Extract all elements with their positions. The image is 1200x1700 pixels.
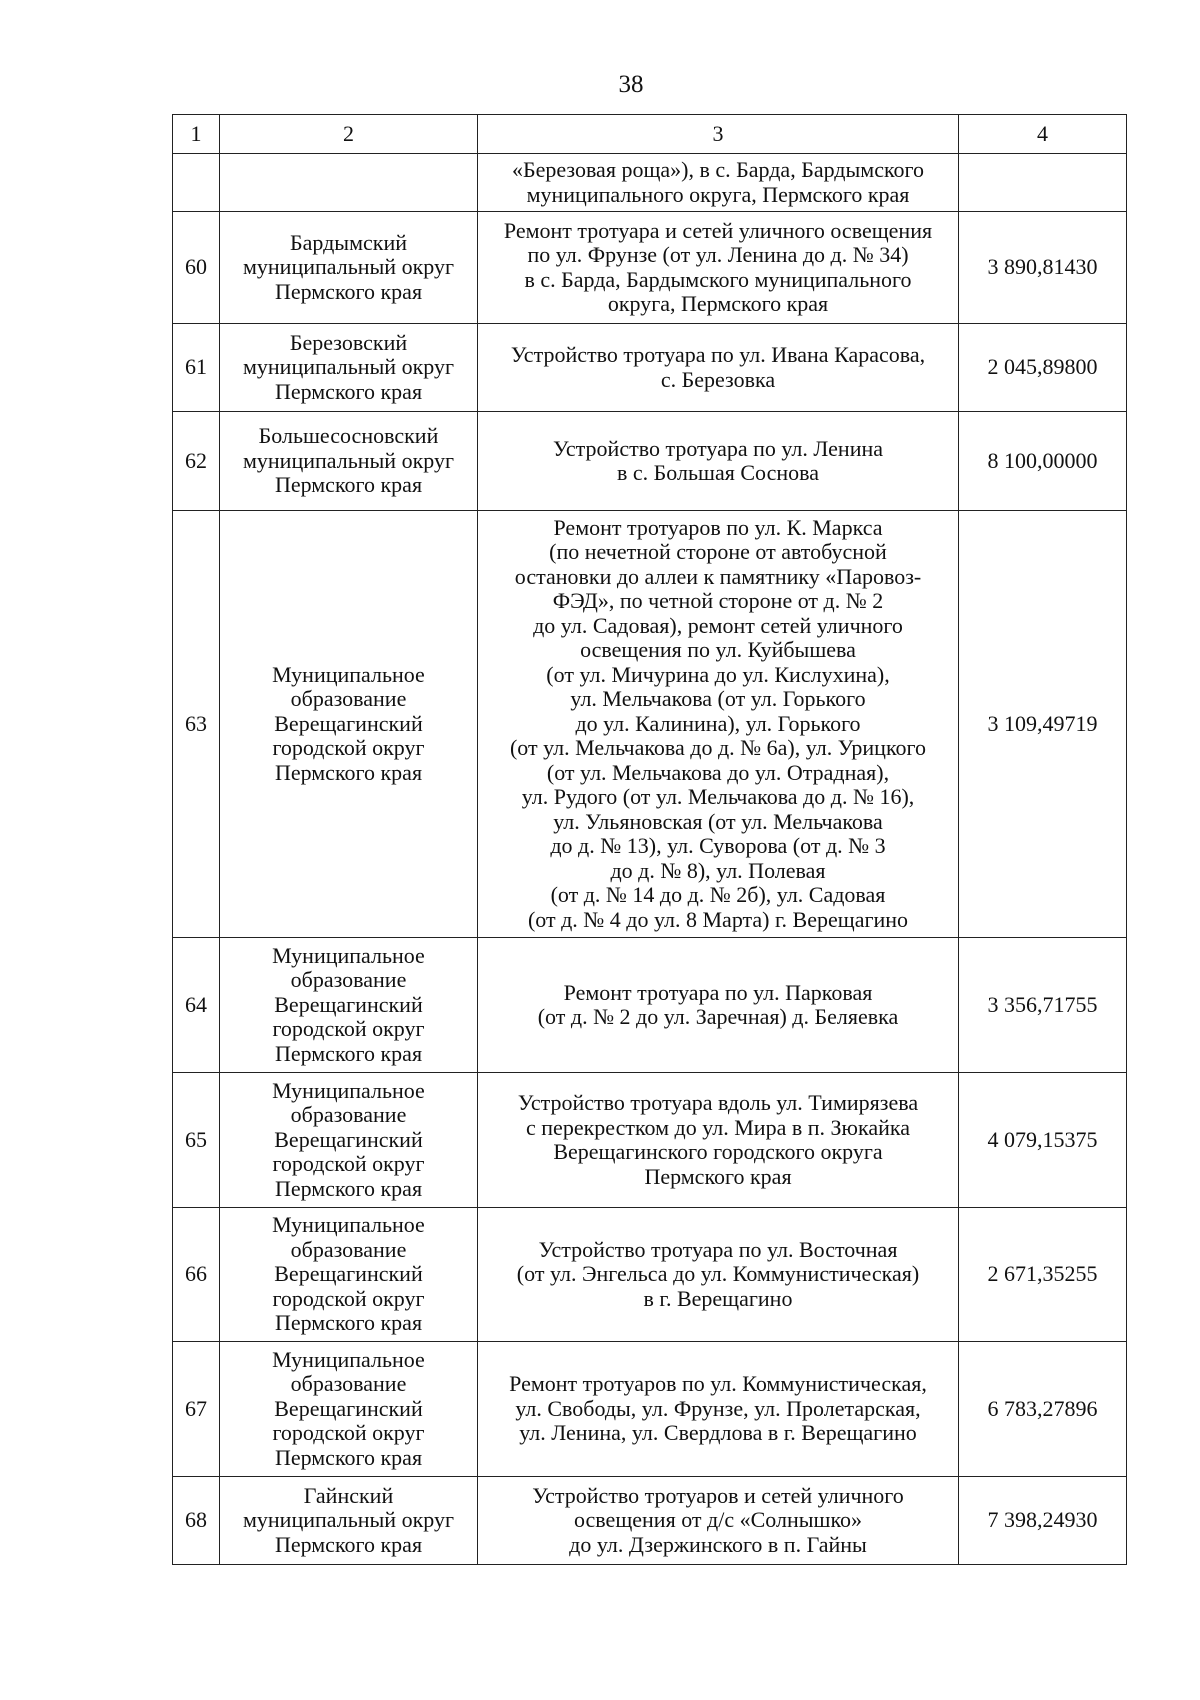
municipality-cell: Муниципальное образование Верещагинский городской округ Пермского края [220,1073,478,1208]
description-cell: Устройство тротуаров и сетей уличного освещения от д/с «Солнышко» до ул. Дзержинского в п. Гайны [478,1477,959,1565]
municipality-cell: Муниципальное образование Верещагинский городской округ Пермского края [220,1208,478,1342]
table-row [173,1477,1127,1565]
table-row [173,1342,1127,1477]
amount-cell: 2 045,89800 [959,324,1127,412]
table-row [173,1208,1127,1342]
table-row [173,1073,1127,1208]
header-cell-col2: 2 [220,115,478,154]
description-cell: Ремонт тротуара и сетей уличного освещения по ул. Фрунзе (от ул. Ленина до д. № 34) в с. Барда, Бардымского муниципального округа, Пермского края [478,212,959,324]
funding-table [172,114,1127,1565]
municipality-cell: Березовский муниципальный округ Пермского края [220,324,478,412]
amount-cell: 2 671,35255 [959,1208,1127,1342]
amount-cell: 7 398,24930 [959,1477,1127,1565]
description-cell: Устройство тротуара по ул. Восточная (от ул. Энгельса до ул. Коммунистическая) в г. Верещагино [478,1208,959,1342]
description-cell: Устройство тротуара вдоль ул. Тимирязева с перекрестком до ул. Мира в п. Зюкайка Верещагинского городского округа Пермского края [478,1073,959,1208]
header-cell-col3: 3 [478,115,959,154]
amount-cell: 8 100,00000 [959,412,1127,511]
table-row [173,511,1127,938]
municipality-cell: Большесосновский муниципальный округ Пермского края [220,412,478,511]
amount-cell: 3 109,49719 [959,511,1127,938]
municipality-cell [220,154,478,212]
amount-cell: 3 890,81430 [959,212,1127,324]
municipality-cell: Муниципальное образование Верещагинский городской округ Пермского края [220,938,478,1073]
description-cell: Ремонт тротуаров по ул. Коммунистическая, ул. Свободы, ул. Фрунзе, ул. Пролетарская, ул. Ленина, ул. Свердлова в г. Верещагино [478,1342,959,1477]
row-number-cell: 65 [173,1073,220,1208]
row-number-cell [173,154,220,212]
row-number-cell: 63 [173,511,220,938]
table-row [173,938,1127,1073]
description-cell: Ремонт тротуара по ул. Парковая (от д. № 2 до ул. Заречная) д. Беляевка [478,938,959,1073]
table-header-row [173,115,1127,154]
description-cell: Устройство тротуара по ул. Ленина в с. Большая Соснова [478,412,959,511]
table-row [173,154,1127,212]
table-row [173,212,1127,324]
header-cell-col4: 4 [959,115,1127,154]
description-cell: «Березовая роща»), в с. Барда, Бардымского муниципального округа, Пермского края [478,154,959,212]
row-number-cell: 64 [173,938,220,1073]
row-number-cell: 61 [173,324,220,412]
page-number: 38 [618,71,644,98]
row-number-cell: 60 [173,212,220,324]
amount-cell: 4 079,15375 [959,1073,1127,1208]
header-cell-col1: 1 [173,115,220,154]
description-cell: Ремонт тротуаров по ул. К. Маркса (по нечетной стороне от автобусной остановки до аллеи к памятнику «Паровоз- ФЭД», по четной стороне от д. № 2 до ул. Садовая), ремонт сетей уличного освещения по ул. Куйбышева (от ул. Мичурина до ул. Кислухина), ул. Мельчакова (от ул. Горького до ул. Калинина), ул. Горького (от ул. Мельчакова до д. № 6а), ул. Урицкого (от ул. Мельчакова до ул. Отрадная), ул. Рудого (от ул. Мельчакова до д. № 16), ул. Ульяновская (от ул. Мельчакова до д. № 13), ул. Суворова (от д. № 3 до д. № 8), ул. Полевая (от д. № 14 до д. № 2б), ул. Садовая (от д. № 4 до ул. 8 Марта) г. Верещагино [478,511,959,938]
municipality-cell: Муниципальное образование Верещагинский городской округ Пермского края [220,1342,478,1477]
row-number-cell: 67 [173,1342,220,1477]
amount-cell [959,154,1127,212]
table-row [173,324,1127,412]
amount-cell: 6 783,27896 [959,1342,1127,1477]
row-number-cell: 68 [173,1477,220,1565]
municipality-cell: Бардымский муниципальный округ Пермского края [220,212,478,324]
municipality-cell: Гайнский муниципальный округ Пермского края [220,1477,478,1565]
row-number-cell: 66 [173,1208,220,1342]
description-cell: Устройство тротуара по ул. Ивана Карасова, с. Березовка [478,324,959,412]
table-row [173,412,1127,511]
row-number-cell: 62 [173,412,220,511]
municipality-cell: Муниципальное образование Верещагинский городской округ Пермского края [220,511,478,938]
amount-cell: 3 356,71755 [959,938,1127,1073]
